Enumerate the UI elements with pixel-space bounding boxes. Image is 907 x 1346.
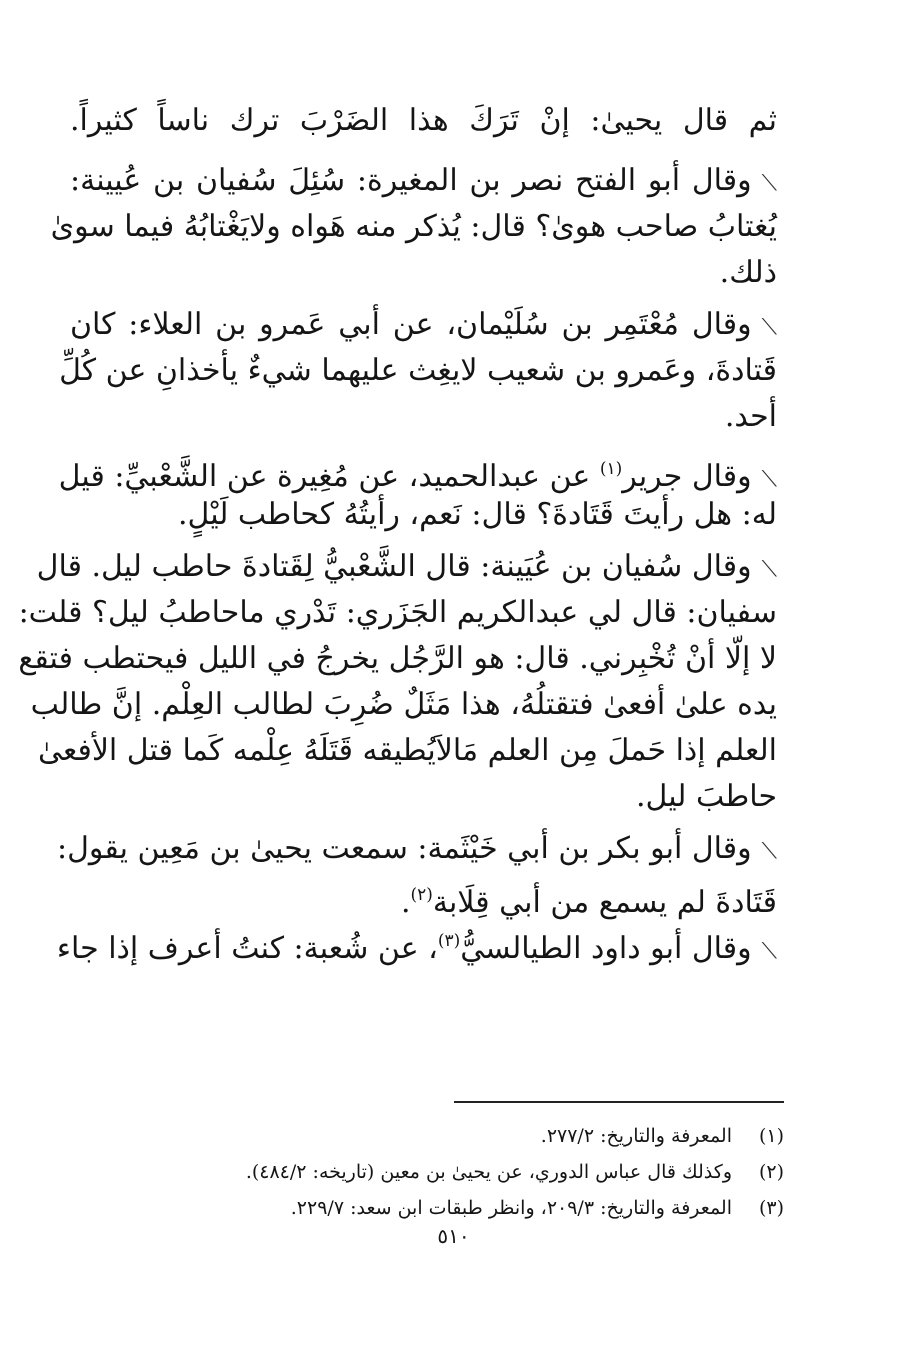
line-text: عن عبدالحميد، عن مُغِيرة عن الشَّعْبيِّ: قيل	[58, 459, 600, 494]
text-line	[70, 158, 777, 204]
footnote	[144, 1190, 784, 1226]
footnote-ref: (٣)	[437, 931, 461, 951]
text-line	[36, 544, 777, 590]
line-text: قَتَادةَ لم يسمع من أبي قِلَابة	[432, 885, 777, 920]
text-line	[70, 394, 777, 440]
footnote-number: (١)	[758, 1125, 784, 1147]
pencil-mark-icon: ⟋	[761, 939, 777, 964]
text-line	[30, 682, 777, 728]
line-text: حاطبَ ليل.	[635, 779, 777, 814]
main-text	[18, 98, 777, 966]
line-text: وقال أبو داود الطيالسيُّ	[460, 931, 752, 966]
line-text: أحد.	[724, 399, 777, 434]
text-line	[70, 872, 777, 918]
text-line	[70, 250, 777, 296]
line-text: لا إلّا أنْ تُخْبِرني. قال: هو الرَّجُل يخرجُ في الليل فيحتطب فتقع	[18, 641, 777, 676]
text-line	[58, 446, 777, 494]
line-text: وقال أبو الفتح نصر بن المغيرة: سُئِلَ سُفيان بن عُيينة:	[70, 163, 752, 198]
line-text: وقال سُفيان بن عُيَينة: قال الشَّعْبيُّ لِقَتادةَ حاطب ليل. قال	[36, 549, 752, 584]
text-line	[38, 728, 777, 774]
line-text: وقال جرير	[622, 459, 752, 494]
pencil-mark-icon: ⟋	[761, 171, 777, 196]
footnote-ref: (٢)	[410, 885, 433, 905]
line-text: وقال أبو بكر بن أبي خَيْثَمة: سمعت يحيىٰ بن مَعِين يقول:	[57, 831, 752, 866]
footnotes	[144, 1118, 784, 1226]
line-text: يُغتابُ صاحب هوىٰ؟ قال: يُذكر منه هَواه ولايَغْتابُهُ فيما سوىٰ	[50, 209, 777, 244]
line-text: ، عن شُعبة: كنتُ أعرف إذا جاء	[56, 931, 438, 966]
page-number: ٥١٠	[437, 1224, 470, 1248]
text-line	[57, 826, 777, 872]
footnote	[144, 1118, 784, 1154]
text-line	[56, 918, 777, 966]
text-line	[59, 348, 777, 394]
line-text: ثم قال يحيىٰ: إنْ تَرَكَ هذا الضَرْبَ ترك ناساً كثيراً.	[70, 103, 777, 138]
footnote-text: وكذلك قال عباس الدوري، عن يحيىٰ بن معين (تاريخه: ٤٨٤/٢).	[245, 1161, 732, 1183]
text-line	[70, 302, 777, 348]
pencil-mark-icon: ⟋	[761, 557, 777, 582]
line-text: سفيان: قال لي عبدالكريم الجَزَري: تَدْري ماحاطبُ ليل؟ قلت:	[18, 595, 777, 630]
line-text: العلم إذا حَملَ مِن العلم مَالاَيُطيقه قَتَلَهُ عِلْمه كَما قتل الأفعىٰ	[38, 733, 777, 768]
text-line	[50, 204, 777, 250]
pencil-mark-icon: ⟋	[761, 839, 777, 864]
line-text: يده علىٰ أفعىٰ فتقتلُهُ، هذا مَثَلٌ ضُرِبَ لطالب العِلْم. إنَّ طالب	[30, 687, 777, 722]
text-line	[70, 774, 777, 820]
footnote-divider	[454, 1101, 784, 1103]
line-text: قَتادةَ، وعَمرو بن شعيب لايغِث عليهما شيءٌ يأخذانِ عن كُلِّ	[59, 353, 777, 388]
line-text: له: هل رأيتَ قَتَادةَ؟ قال: نَعم، رأيتُهُ كحاطب لَيْلٍ.	[177, 497, 777, 532]
line-text: وقال مُعْتَمِر بن سُلَيْمان، عن أبي عَمرو بن العلاء: كان	[70, 307, 752, 342]
footnote-number: (٢)	[758, 1161, 784, 1183]
pencil-mark-icon: ⟋	[761, 315, 777, 340]
text-line	[70, 492, 777, 538]
footnote-text: المعرفة والتاريخ: ٢٠٩/٣، وانظر طبقات ابن سعد: ٢٢٩/٧.	[290, 1197, 732, 1219]
footnote-number: (٣)	[758, 1197, 784, 1219]
footnote	[144, 1154, 784, 1190]
pencil-mark-icon: ⟋	[761, 467, 777, 492]
line-text: ذلك.	[719, 255, 777, 290]
text-line	[18, 590, 777, 636]
text-line	[18, 636, 777, 682]
footnote-ref: (١)	[599, 459, 623, 479]
footnote-text: المعرفة والتاريخ: ٢٧٧/٢.	[540, 1125, 732, 1147]
text-line	[70, 98, 777, 144]
line-text: .	[400, 885, 411, 920]
